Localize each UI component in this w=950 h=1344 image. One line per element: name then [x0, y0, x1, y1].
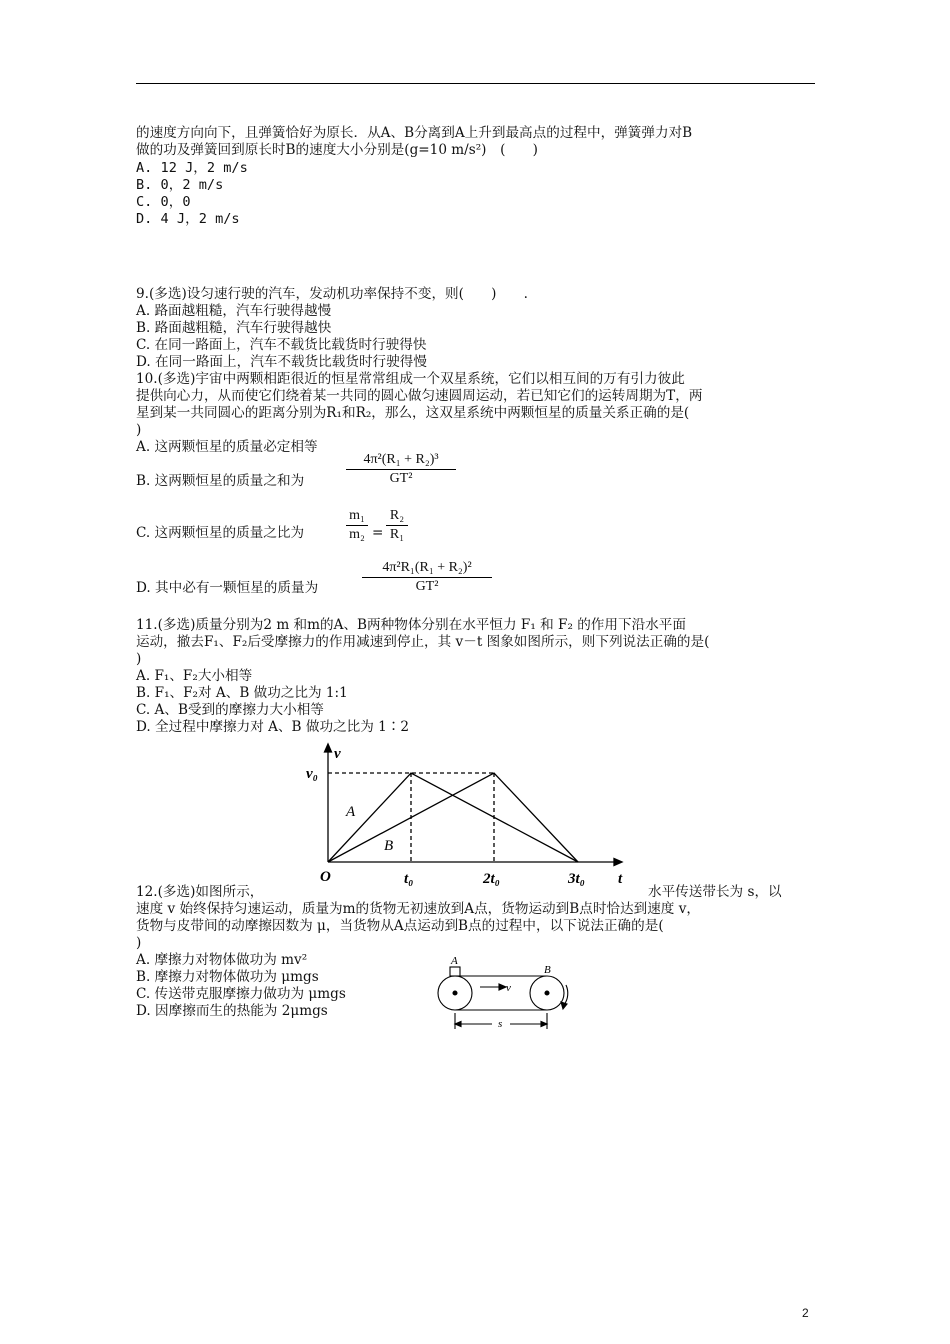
q10-c-right-den: R₁ [389, 527, 405, 542]
q11-option-c: C. A、B受到的摩擦力大小相等 [136, 702, 324, 718]
q8-option-a: A. 12 J，2 m/s [136, 160, 248, 176]
origin-label: O [320, 869, 331, 885]
q12-option-a: A. 摩擦力对物体做功为 mv² [136, 952, 308, 968]
q10-line-1: 10.(多选)宇宙中两颗相距很近的恒星常常组成一个双星系统，它们以相互间的万有引力彼此 [136, 371, 685, 387]
q10-option-b: B. 这两颗恒星的质量之和为 [136, 473, 305, 489]
q8-option-c: C. 0，0 [136, 194, 191, 210]
q10-option-b-fraction [346, 452, 456, 487]
q10-c-right-fraction [386, 508, 408, 543]
q10-line-2: 提供向心力，从而使它们绕着某一共同的圆心做匀速圆周运动，若已知它们的运转周期为T，两 [136, 388, 703, 404]
left-pulley-axle [453, 991, 457, 995]
q8-line-2: 做的功及弹簧回到原长时B的速度大小分别是(g=10 m/s²) ( ) [136, 142, 538, 158]
q10-c-right-num: R₂ [389, 508, 405, 523]
q12-line-4: ) [136, 935, 142, 951]
q9-option-c: C. 在同一路面上，汽车不载货比载货时行驶得快 [136, 337, 427, 353]
q11-option-d: D. 全过程中摩擦力对 A、B 做功之比为 1∶2 [136, 719, 410, 735]
x-axis-arrow [614, 859, 622, 866]
s-arrow-right [541, 1022, 547, 1027]
header-rule [136, 83, 815, 84]
line-b [328, 773, 578, 862]
q12-line-1-left: 12.(多选)如图所示， [136, 884, 264, 900]
velocity-label: v [506, 982, 511, 994]
rotation-arrowhead [561, 1002, 567, 1009]
q12-option-b: B. 摩擦力对物体做功为 μmgs [136, 969, 319, 985]
conveyor-belt-diagram [430, 955, 580, 1039]
q12-line-1-right: 水平传送带长为 s，以 [648, 884, 782, 900]
q10-b-denominator: GT² [389, 471, 413, 486]
rotation-arrow [564, 985, 568, 1005]
v0-tick: v₀ [306, 766, 318, 782]
2t0-tick: 2t₀ [483, 871, 500, 887]
q10-d-denominator: GT² [415, 579, 439, 594]
q11-line-2: 运动，撤去F₁、F₂后受摩擦力的作用减速到停止，其 v－t 图象如图所示，则下列说法正确的是( [136, 634, 710, 650]
q12-option-c: C. 传送带克服摩擦力做功为 μmgs [136, 986, 346, 1002]
q9-option-b: B. 路面越粗糙，汽车行驶得越快 [136, 320, 332, 336]
line-a-label: A [346, 804, 356, 820]
q8-option-d: D. 4 J，2 m/s [136, 211, 240, 227]
q9-stem: 9.(多选)设匀速行驶的汽车，发动机功率保持不变，则( ) . [136, 286, 528, 302]
q12-line-2: 速度 v 始终保持匀速运动，质量为m的货物无初速放到A点，货物运动到B点时恰达到速度 v， [136, 901, 700, 917]
line-b-label: B [384, 838, 394, 854]
q10-c-left-den: m₂ [349, 527, 365, 542]
s-arrow-left [455, 1022, 461, 1027]
q12-option-d: D. 因摩擦而生的热能为 2μmgs [136, 1003, 328, 1019]
line-a [328, 773, 578, 862]
q10-b-numerator: 4π²(R₁ + R₂)³ [363, 452, 439, 467]
point-a-label: A [451, 955, 458, 967]
q11-line-1: 11.(多选)质量分别为2 m 和m的A、B两种物体分别在水平恒力 F₁ 和 F₂ 的作用下沿水平面 [136, 617, 686, 633]
vt-graph [300, 740, 640, 894]
y-axis-label: v [334, 746, 341, 762]
q11-option-a: A. F₁、F₂大小相等 [136, 668, 253, 684]
q11-option-b: B. F₁、F₂对 A、B 做功之比为 1:1 [136, 685, 348, 701]
q10-c-left-num: m₁ [349, 508, 365, 523]
q9-option-d: D. 在同一路面上，汽车不载货比载货时行驶得慢 [136, 354, 427, 370]
q10-option-d-fraction [362, 560, 492, 595]
t0-tick: t₀ [404, 871, 414, 887]
x-axis-label: t [618, 871, 623, 887]
q10-option-c: C. 这两颗恒星的质量之比为 [136, 525, 305, 541]
y-axis-arrow [325, 744, 332, 752]
q10-d-numerator: 4π²R₁(R₁ + R₂)² [382, 560, 472, 575]
q11-line-3: ) [136, 651, 142, 667]
q10-line-3: 星到某一共同圆心的距离分别为R₁和R₂，那么，这双星系统中两颗恒星的质量关系正确的是( [136, 405, 690, 421]
q8-line-1: 的速度方向向下，且弹簧恰好为原长．从A、B分离到A上升到最高点的过程中，弹簧弹力对B [136, 125, 693, 141]
q10-line-4: ) [136, 422, 142, 438]
right-pulley-axle [545, 991, 549, 995]
velocity-arrowhead [499, 984, 506, 990]
page-number: 2 [802, 1306, 809, 1320]
cargo-box [450, 967, 460, 976]
q12-line-3: 货物与皮带间的动摩擦因数为 μ，当货物从A点运动到B点的过程中，以下说法正确的是( [136, 918, 664, 934]
q10-c-equals: = [372, 525, 384, 541]
point-b-label: B [544, 964, 551, 976]
3t0-tick: 3t₀ [568, 871, 585, 887]
q8-option-b: B. 0，2 m/s [136, 177, 224, 193]
q10-c-left-fraction [346, 508, 368, 543]
length-label: s [498, 1018, 503, 1030]
q10-option-a: A. 这两颗恒星的质量必定相等 [136, 439, 318, 455]
q9-option-a: A. 路面越粗糙，汽车行驶得越慢 [136, 303, 332, 319]
q10-option-d: D. 其中必有一颗恒星的质量为 [136, 580, 319, 596]
